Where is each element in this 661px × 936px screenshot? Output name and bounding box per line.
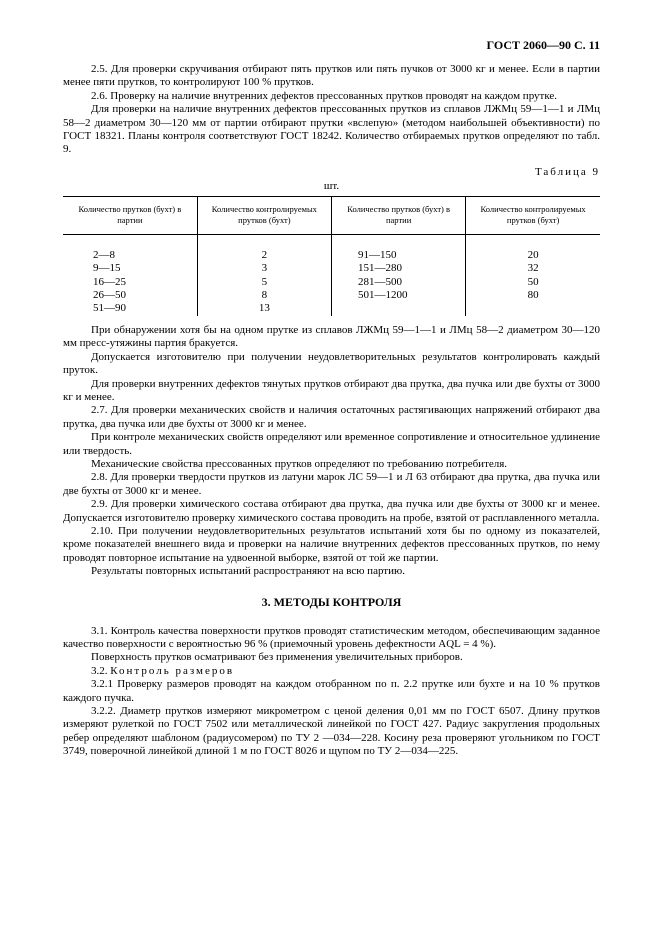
paragraph-2-6: 2.6. Проверку на наличие внутренних дефектов прессованных прутков проводят на каждом прутке. [91,89,558,102]
paragraph: При обнаружении хотя бы на одном прутке из сплавов ЛЖМц 59—1—1 и ЛМц 58—2 диаметром 30—120 мм пресс-утяжины партия бракуется. [63,323,600,350]
table-cell: 50 [466,276,600,289]
document-page [63,38,600,759]
paragraph-2-10: 2.10. При получении неудовлетворительных результатов испытаний хотя бы по одному из показателей, кроме показателей внешнего вида и проверки на наличие внутренних дефектов прессованных прутков, по нему проводят повторное испытание на удвоенной выборке, взятой от той же партии. [63,524,600,564]
paragraph: Механические свойства прессованных прутков определяют по требованию потребителя. [91,457,508,470]
table-cell: 51—90 [93,302,126,315]
paragraph: При контроле механических свойств определяют или временное сопротивление и относительное удлинение или твердость. [63,431,600,457]
table-header-row [63,196,600,234]
table-cell: 80 [466,289,600,302]
table-cell: 91—150 [332,234,466,262]
paragraph-3-1: 3.1. Контроль качества поверхности прутков проводят статистическим методом, обеспечивающим заданное качество поверхности с вероятностью 96 % (приемочный уровень дефектности AQL = 4 %). [63,624,600,650]
paragraph-2-7: 2.7. Для проверки механических свойств и наличия остаточных растягивающих напряжений отбирают два прутка, два пучка или две бухты от 3000 кг и менее. [63,404,600,430]
table-cell: 501—1200 [332,289,466,302]
column-header: Количество прутков (бухт) в партии [63,196,197,234]
paragraph-3-2-2: 3.2.2. Диаметр прутков измеряют микрометром с ценой деления 0,01 мм по ГОСТ 6507. Длину прутков измеряют рулеткой по ГОСТ 7502 или металлической линейкой по ГОСТ 427. Радиус закругления продольных ребер определяют шаблоном (радиусомером) по ТУ 2 —034—228. Косину реза проверяют угольником по ГОСТ 3749, поверочной линейкой длиной 1 м по ГОСТ 8026 и щупом по ТУ 2—034—225. [63,705,600,758]
paragraph-3-2-1: 3.2.1 Проверку размеров проводят на каждом отобранном по п. 2.2 прутке или бухте и на 10 % прутков каждого пучка. [63,678,600,704]
table-row [63,262,600,275]
table-cell: 26—50 [93,289,126,302]
paragraph: Поверхность прутков осматривают без применения увеличительных приборов. [91,651,463,664]
table-9 [63,196,600,316]
paragraph: Результаты повторных испытаний распространяют на всю партию. [91,565,405,578]
column-header: Количество контролируемых прутков (бухт) [466,196,600,234]
table-cell: 281—500 [332,276,466,289]
subsection-number: 3.2. [91,664,108,677]
table-cell: 32 [466,262,600,275]
paragraph-2-5: 2.5. Для проверки скручивания отбирают пять прутков или пять пучков от 3000 кг и менее. Если в партии менее пяти прутков, то контролируют 100 % прутков. [63,63,600,89]
subsection-heading [63,665,600,678]
table-cell: 9—15 [93,262,121,275]
table-cell: 5 [197,276,331,289]
table-cell: 3 [197,262,331,275]
table-row [63,234,600,262]
paragraph-2-9: 2.9. Для проверки химического состава отбирают два прутка, два пучка или две бухты от 3000 кг и менее. Допускается изготовителю проверку химического состава проводить на пробе, взятой от расплавленного металла. [63,498,600,524]
paragraph: Допускается изготовителю при получении неудовлетворительных результатов контролировать каждый пруток. [63,350,600,377]
table-unit: шт. [323,179,340,192]
table-cell: 2 [197,234,331,262]
table-cell: 8 [197,289,331,302]
column-header: Количество прутков (бухт) в партии [332,196,466,234]
table-cell [466,302,600,315]
paragraph-internal-defects: Для проверки на наличие внутренних дефектов прессованных прутков из сплавов ЛЖМц 59—1—1 и ЛМц 58—2 диаметром 30—120 мм от партии отбирают прутки «вслепую» (методом наибольшей объективности) по ГОСТ 18321. Планы контроля соответствуют ГОСТ 18242. Количество отбираемых прутков определяют по табл. 9. [63,103,600,156]
table-row [63,302,600,315]
table-cell: 16—25 [93,275,126,288]
table-cell: 151—280 [332,262,466,275]
table-caption: Таблица 9 [534,165,600,178]
paragraph-2-8: 2.8. Для проверки твердости прутков из латуни марок ЛС 59—1 и Л 63 отбирают два прутка, два пучка или две бухты от 3000 кг и менее. [63,471,600,497]
table-row [63,289,600,302]
page-header: ГОСТ 2060—90 С. 11 [486,38,600,52]
subsection-title: Контроль размеров [110,664,235,677]
section-title: 3. МЕТОДЫ КОНТРОЛЯ [261,594,402,609]
column-header: Количество контролируемых прутков (бухт) [197,196,331,234]
table-cell: 2—8 [93,248,115,261]
table-cell [332,302,466,315]
table-row [63,276,600,289]
table-cell: 20 [466,234,600,262]
table-cell: 13 [197,302,331,315]
paragraph: Для проверки внутренних дефектов тянутых прутков отбирают два прутка, два пучка или две бухты от 3000 кг и менее. [63,377,600,403]
